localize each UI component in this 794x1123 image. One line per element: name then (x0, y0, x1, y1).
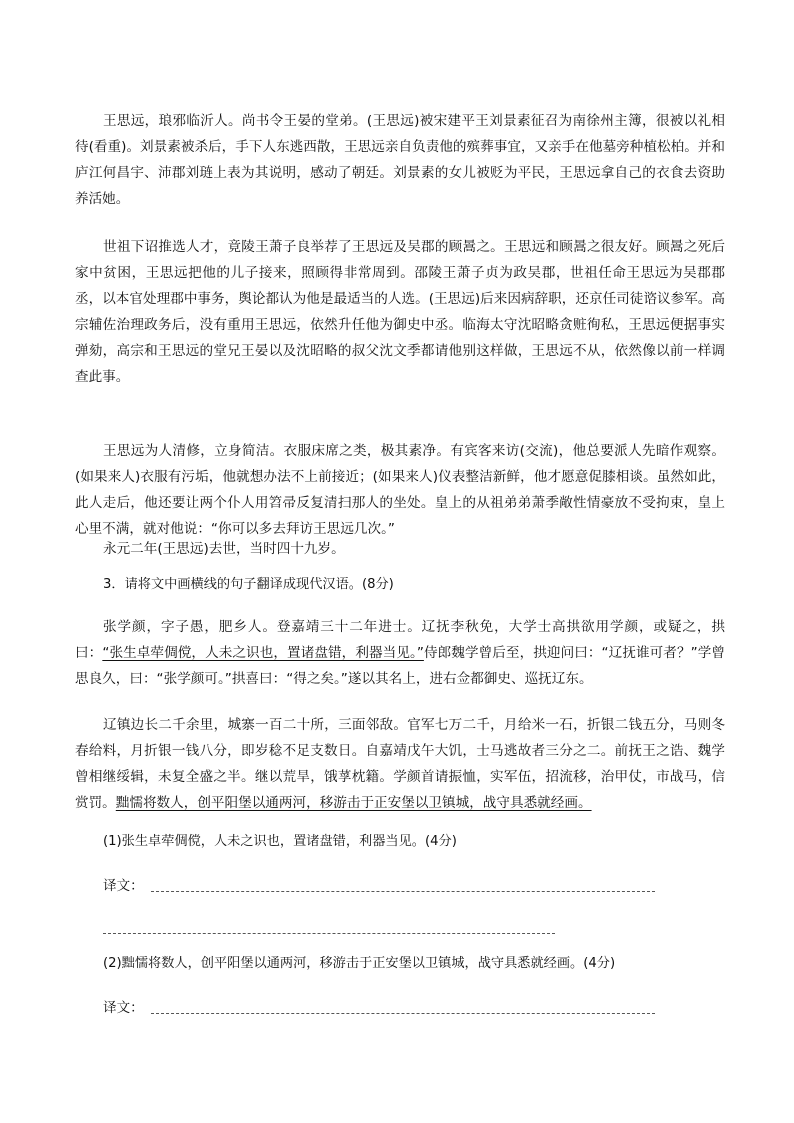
sub-question-1: (1)张生卓荦倜傥，人未之识也，置诸盘错，利器当见。(4分) (103, 834, 457, 849)
passage2-paragraph-2 (75, 712, 725, 816)
passage2-p1-text-c: 侍郎魏学曾后至，拱迎问曰：“辽抚谁可者？”学曾思良久，曰：“张学颜可。”拱喜曰：“得之矣。”遂以其名上，进右佥都御史、巡抚辽东。 (75, 645, 725, 687)
passage2-p2-text-a: 辽镇边长二千余里，城寨一百二十所，三面邻敌。官军七万二千，月给米一石，折银二钱五分，马则冬春给料，月折银一钱八分，即岁稔不足支数日。自嘉靖戊午大饥，士马逃故者三分之二。前抚王之诰、魏学曾相继绥辑，未复全盛之半。继以荒旱，饿莩枕籍。学颜首请振恤，实军伍，招流移，治甲仗，市战马，信赏罚。 (75, 717, 725, 811)
passage2-p1-text-a: 张学颜，字子愚，肥乡人。登嘉靖三十二年进士。辽抚李秋免，大学士高拱欲用学颜，或疑之，拱曰： (75, 619, 725, 661)
passage2-p2-underlined-sentence: 黜懦将数人，创平阳堡以通两河，移游击于正安堡以卫镇城，战守具悉就经画。 (115, 795, 592, 811)
passage2-p1-underlined-sentence: “张生卓荦倜傥，人未之识也，置诸盘错，利器当见。” (102, 645, 424, 661)
answer-row-1-continued (103, 918, 563, 938)
passage1-paragraph-2: 世祖下诏推选人才，竟陵王萧子良举荐了王思远及吴郡的顾暠之。王思远和顾暠之很友好。顾暠之死后家中贫困，王思远把他的儿子接来，照顾得非常周到。邵陵王萧子贞为政吴郡，世祖任命王思远为吴郡郡丞，以本官处理郡中事务，舆论都认为他是最适当的人选。(王思远)后来因病辞职，还京任司徒谘议参军。高宗辅佐治理政务后，没有重用王思远，依然升任他为御史中丞。临海太守沈昭略贪赃徇私，王思远便据事实弹劾，高宗和王思远的堂兄王晏以及沈昭略的叔父沈文季都请他别这样做，王思远不从，依然像以前一样调查此事。 (75, 239, 725, 385)
answer-line-2[interactable] (151, 1013, 655, 1014)
answer-label-2: 译文： (103, 1000, 144, 1016)
answer-row-1 (103, 876, 663, 896)
answer-line-1[interactable] (151, 891, 655, 892)
answer-label-1: 译文： (103, 878, 144, 894)
sub-question-2: (2)黜懦将数人，创平阳堡以通两河，移游击于正安堡以卫镇城，战守具悉就经画。(4分) (103, 956, 616, 971)
answer-line-1b[interactable] (103, 933, 555, 934)
passage1-paragraph-3: 王思远为人清修，立身简洁。衣服床席之类，极其素净。有宾客来访(交流)，他总要派人先暗作观察。(如果来人)衣服有污垢，他就想办法不上前接近；(如果来人)仪表整洁新鲜，他才愿意促膝相谈。虽然如此，此人走后，他还要让两个仆人用笤帚反复清扫那人的坐处。皇上的从祖弟弟萧季敞性情豪放不受拘束，皇上心里不满，就对他说：“你可以多去拜访王思远几次。” (75, 443, 725, 537)
passage1-paragraph-4: 永元二年(王思远)去世，当时四十九岁。 (103, 541, 345, 557)
answer-row-2 (103, 998, 663, 1018)
passage1-paragraph-1: 王思远，琅邪临沂人。尚书令王晏的堂弟。(王思远)被宋建平王刘景素征召为南徐州主簿，很被以礼相待(看重)。刘景素被杀后，手下人东逃西散，王思远亲自负责他的殡葬事宜，又亲手在他墓旁种植松柏。并和庐江何昌宇、沛郡刘琏上表为其说明，感动了朝廷。刘景素的女儿被贬为平民，王思远拿自己的衣食去资助养活她。 (75, 113, 725, 207)
passage2-paragraph-1 (75, 614, 725, 692)
question-3-title: 3．请将文中画横线的句子翻译成现代汉语。(8分) (103, 577, 394, 592)
